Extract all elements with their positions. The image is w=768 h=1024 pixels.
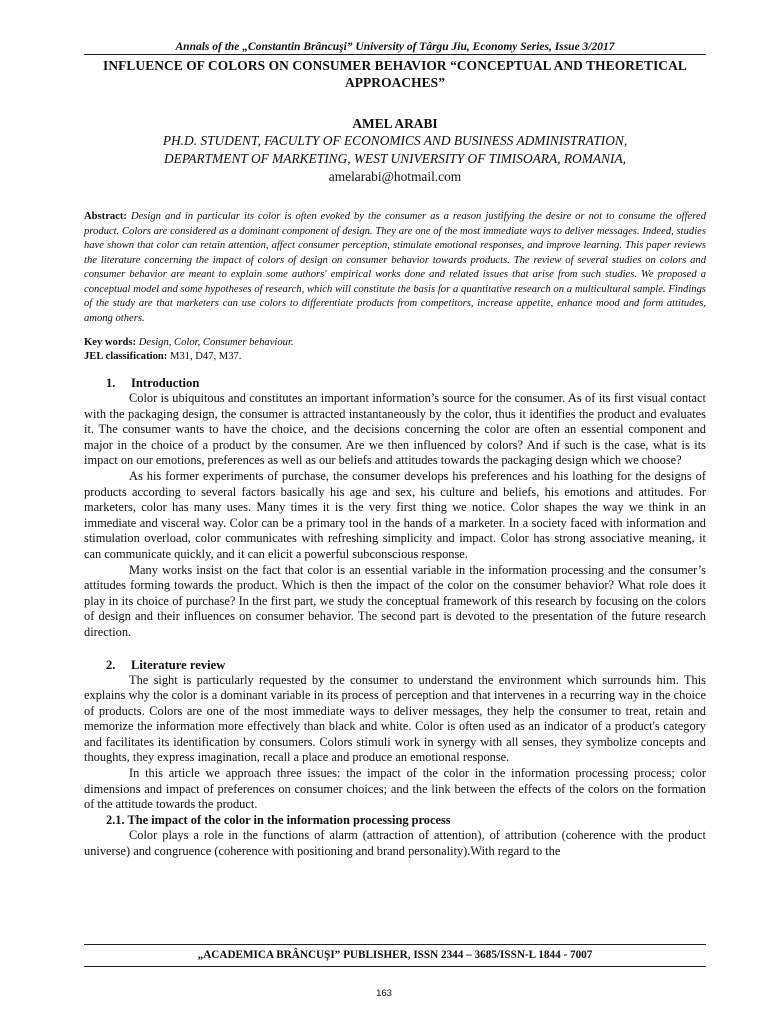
header-rule [84,54,706,55]
page-number: 163 [376,988,392,999]
section-title: Introduction [131,376,200,390]
paragraph: In this article we approach three issues: the impact of the color in the information processing process; color dimensions and impact of preferences on consumer choices; and the link between the effects of the colors on the formation of the attitude towards the product. [84,766,706,812]
paragraph: Color plays a role in the functions of alarm (attraction of attention), of attribution (coherence with the product universe) and congruence (coherence with positioning and brand personality).With regard to the [84,828,706,858]
keywords-value: Design, Color, Consumer behaviour. [138,337,294,348]
footer-rule-top [84,944,706,945]
paragraph: Many works insist on the fact that color is an essential variable in the information processing and the consumer’s attitudes forming towards the product. Which is then the impact of the color on the consumer behavior? What role does it play in its choice of purchase? In the first part, we study the conceptual framework of this research by focusing on the colors of design and their influences on consumer behavior. The second part is devoted to the presentation of the future research direction. [84,562,706,639]
author-name: AMEL ARABI [352,116,438,131]
footer-rule-bottom [84,966,706,967]
paper-page [84,40,706,860]
section-heading-introduction [84,375,706,391]
keywords [84,336,706,363]
jel-value: M31, D47, M37. [169,350,242,362]
subsection-heading: 2.1. The impact of the color in the information processing process [106,812,451,827]
keywords-label: Key words: [84,337,137,348]
abstract-text: Design and in particular its color is often evoked by the consumer as a reason justifying the desire or not to consume the offered product. Colors are considered as a dominant component of design. They are one of the most immediate ways to deliver messages. Indeed, studies have shown that color can retain attention, affect consumer perception, stimulate emotional responses, and improve learning. This paper reviews the literature concerning the impact of colors of design on consumer behavior towards products. The review of several studies on colors and consumer behavior are meant to explain some authors' empirical works done and related issues that arise from such studies. We proposed a conceptual model and some hypotheses of research, which will constitute the basis for a quantitative research on a multicultural sample. Findings of the study are that marketers can use colors to differentiate products from competitors, increase appetite, enhance mood and form attitudes, among others. [84,211,706,324]
author-email[interactable]: amelarabi@hotmail.com [328,169,462,184]
journal-header: Annals of the „Constantin Brâncuşi” University of Târgu Jiu, Economy Series, Issue 3/2017 [175,41,615,53]
section-heading-literature-review [84,657,706,673]
paragraph: As his former experiments of purchase, the consumer develops his preferences and his loathing for the designs of products according to several factors basically his age and sex, his culture and beliefs, his emotions and attitudes. For marketers, color has many uses. Many times it is the very first thing we notice. Color shapes the way we think in an immediate and visceral way. Color can be a primary tool in the hands of a marketer. In a society faced with information and stimulation overload, color communicates with refreshing simplicity and impact. Color has strong associative meaning, it can communicate quickly, and it can elicit a powerful subconscious response. [84,468,706,561]
publisher-footer: „ACADEMICA BRÂNCUŞI” PUBLISHER, ISSN 2344 – 3685/ISSN-L 1844 - 7007 [197,949,593,961]
paragraph: The sight is particularly requested by the consumer to understand the environment which surrounds him. This explains why the color is a dominant variable in its process of perception and that intervenes in a recurring way in the choice of products. Colors are one of the most immediate ways to deliver messages, they help the consumer to treat, retain and memorize the information more effectively than black and white. Color is often used as an indicator of a product's category and facilitates its identification by consumers. Colors stimuli work in synergy with all senses, they symbolize concepts and thoughts, they express imagination, recall a place and produce an emotional response. [84,672,706,765]
paper-title: INFLUENCE OF COLORS ON CONSUMER BEHAVIOR “CONCEPTUAL AND THEORETICAL APPROACHES” [103,58,687,90]
author-affiliation-2: DEPARTMENT OF MARKETING, WEST UNIVERSITY OF TIMISOARA, ROMANIA, [164,151,626,166]
jel-label: JEL classification: [84,350,168,362]
section-title: Literature review [131,657,226,672]
abstract [84,210,706,326]
section-number: 2. [106,657,116,672]
section-number: 1. [106,376,116,390]
abstract-label: Abstract: [84,211,127,222]
author-affiliation-1: PH.D. STUDENT, FACULTY OF ECONOMICS AND BUSINESS ADMINISTRATION, [162,133,628,148]
paragraph: Color is ubiquitous and constitutes an important information’s source for the consumer. As of its first visual contact with the packaging design, the consumer is attracted instantaneously by the color, thus it identifies the product and evaluates it. The consumer wants to have the choice, and the decisions concerning the color are often an essential component and major in the choice of a product by the consumer. Are we then influenced by colors? And if such is the case, what is its impact on our emotions, preferences as well as our beliefs and attitudes towards the packaging design which we choose? [84,391,706,468]
